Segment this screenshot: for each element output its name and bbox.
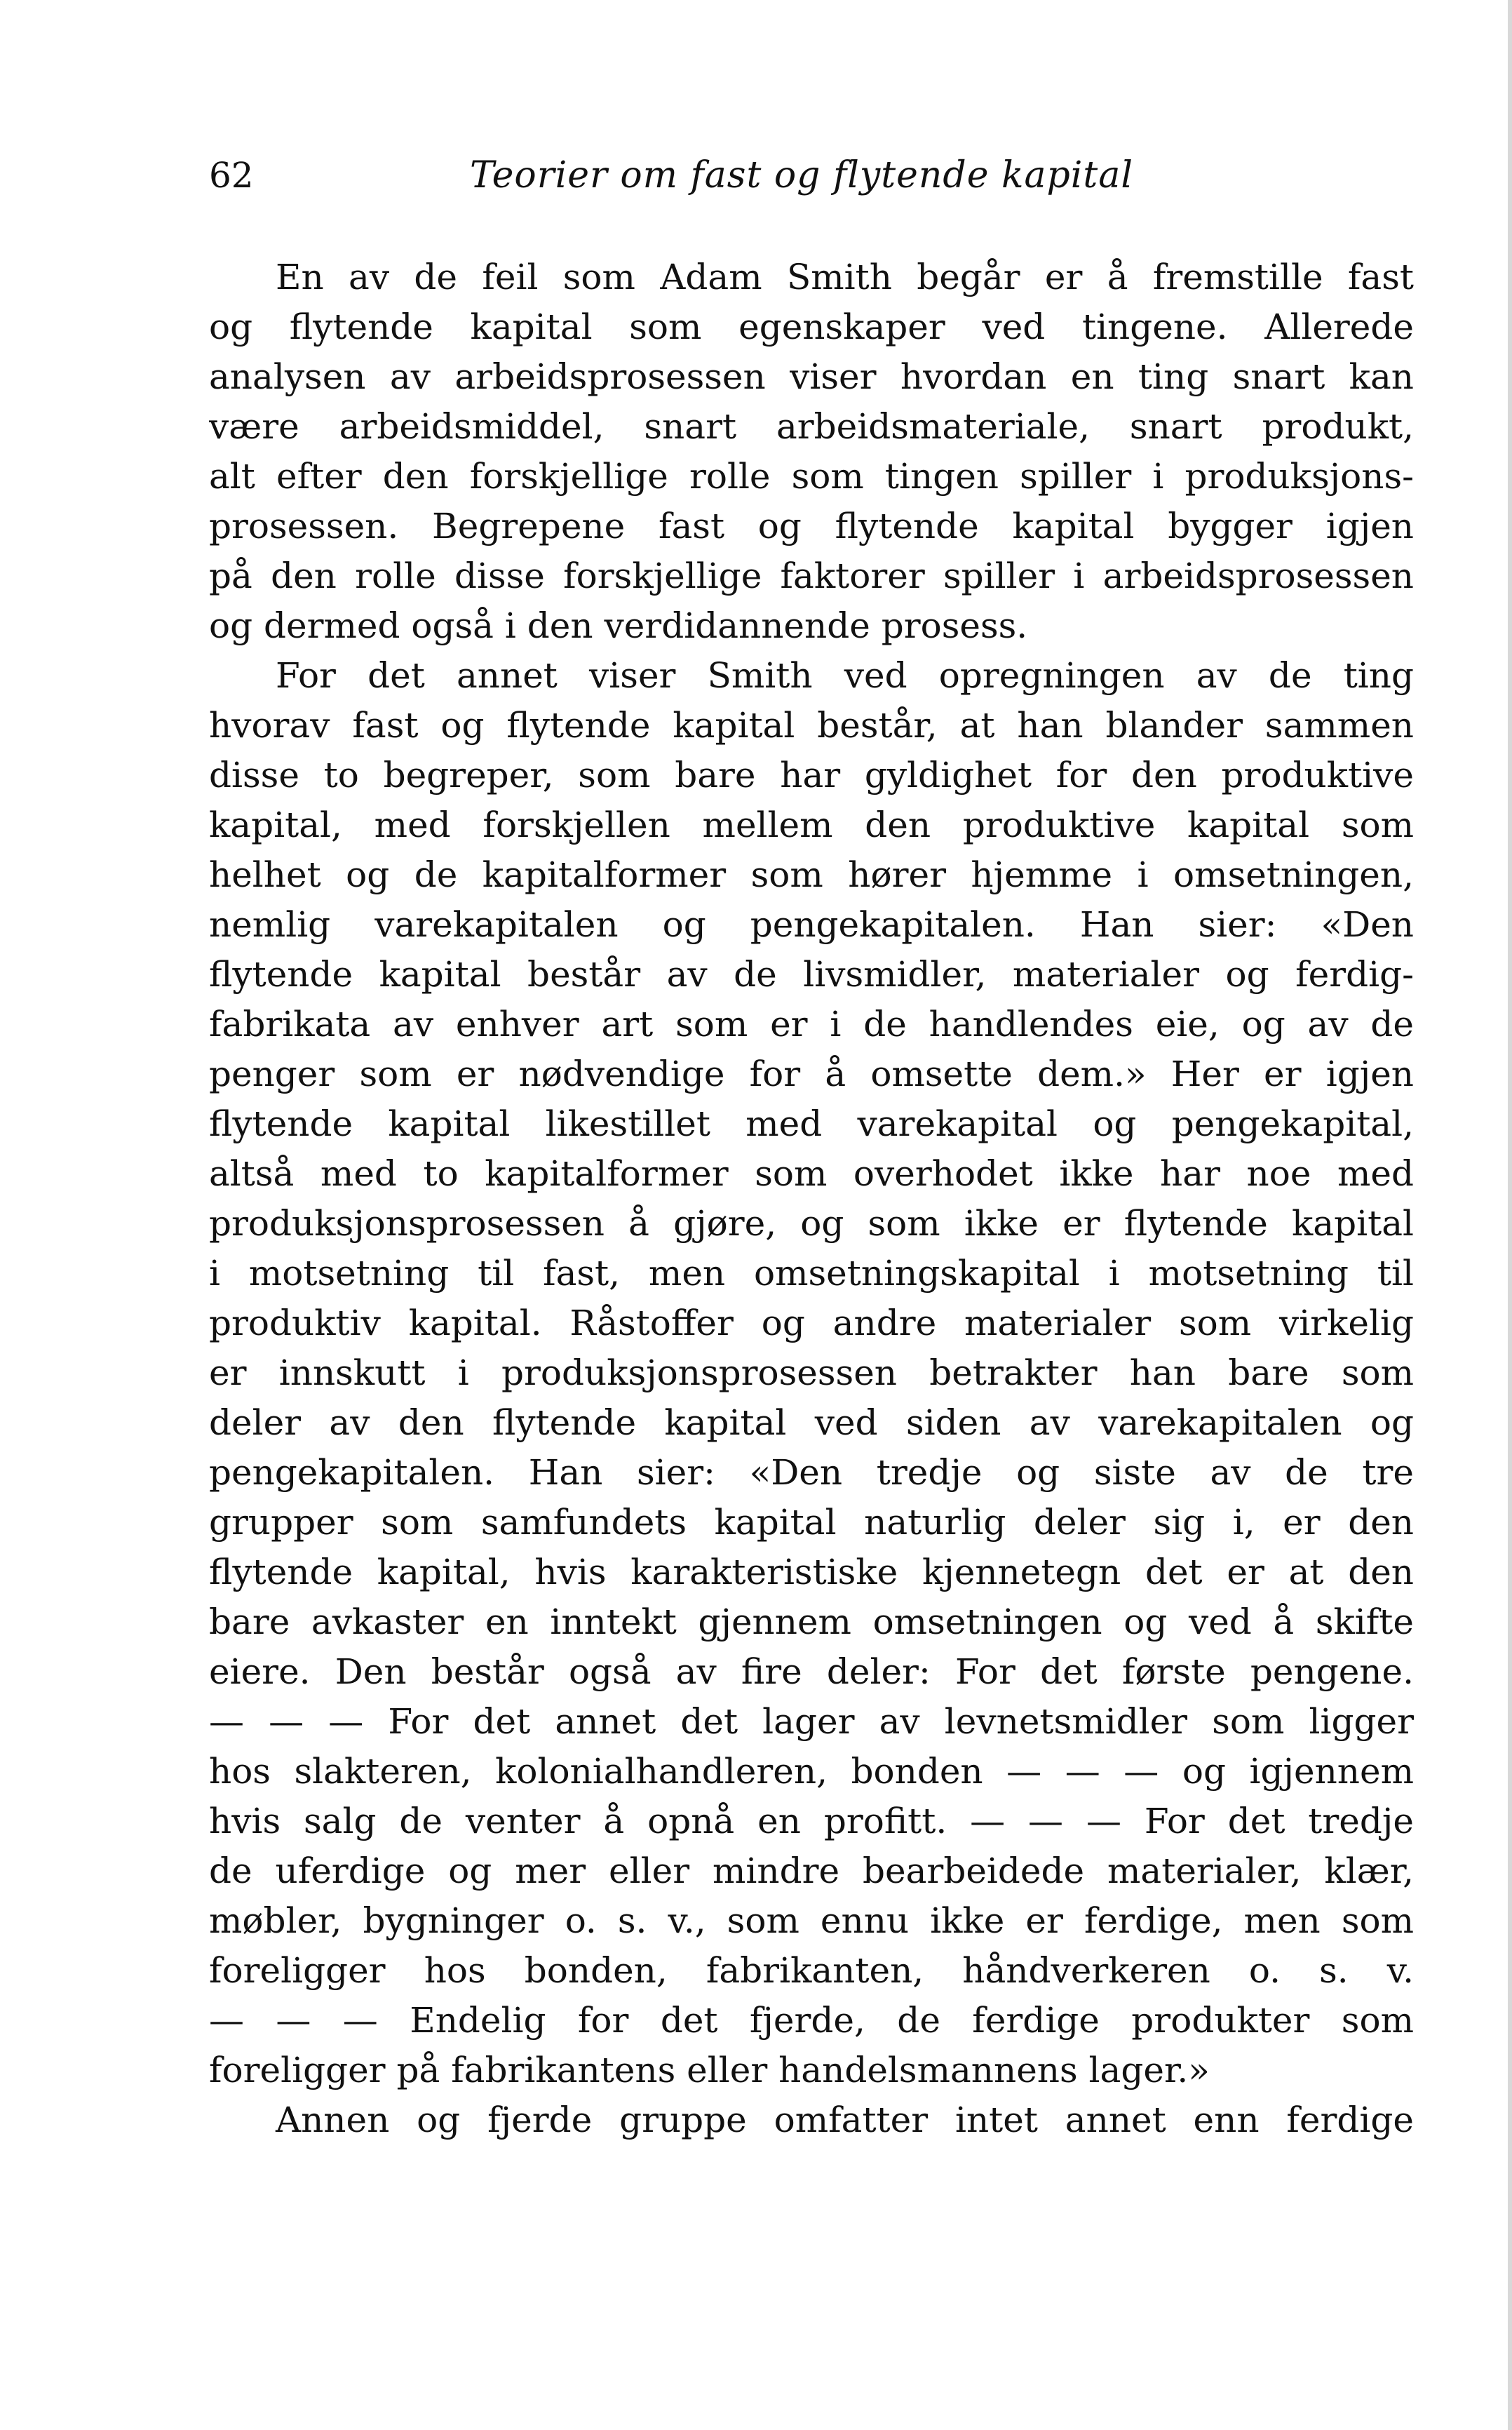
running-head: Teorier om fast og flytende kapital	[470, 154, 1133, 196]
text-line: produktiv kapital. Råstoffer og andre materialer som virkelig	[209, 1303, 1414, 1343]
text-line: nemlig varekapitalen og pengekapitalen. Han sier: «Den	[209, 904, 1414, 945]
text-line: i motsetning til fast, men omsetningskapital i motsetning til	[209, 1253, 1414, 1294]
text-line: — — — For det annet det lager av levnetsmidler som ligger	[209, 1701, 1414, 1742]
text-line: For det annet viser Smith ved opregningen av de ting	[276, 655, 1414, 696]
text-line: alt efter den forskjellige rolle som tingen spiller i produksjons-	[209, 456, 1414, 497]
text-line: foreligger på fabrikantens eller handelsmannens lager.»	[209, 2050, 1210, 2090]
text-line: penger som er nødvendige for å omsette dem.» Her er igjen	[209, 1054, 1414, 1094]
text-line: eiere. Den består også av fire deler: For det første pengene.	[209, 1651, 1414, 1692]
text-line: fabrikata av enhver art som er i de handlendes eie, og av de	[209, 1004, 1414, 1045]
page-edge	[1508, 0, 1512, 2430]
text-line: er innskutt i produksjonsprosessen betrakter han bare som	[209, 1352, 1414, 1393]
text-line: disse to begreper, som bare har gyldighet for den produktive	[209, 755, 1414, 796]
text-line: på den rolle disse forskjellige faktorer spiller i arbeidsprosessen	[209, 556, 1414, 596]
text-line: hvis salg de venter å opnå en profitt. — — — For det tredje	[209, 1801, 1414, 1841]
text-line: bare avkaster en inntekt gjennem omsetningen og ved å skifte	[209, 1602, 1414, 1642]
text-line: prosessen. Begrepene fast og flytende kapital bygger igjen	[209, 506, 1414, 546]
text-line: og dermed også i den verdidannende prosess.	[209, 605, 1028, 646]
text-line: møbler, bygninger o. s. v., som ennu ikke er ferdige, men som	[209, 1900, 1414, 1941]
text-line: kapital, med forskjellen mellem den produktive kapital som	[209, 805, 1414, 845]
text-line: — — — Endelig for det fjerde, de ferdige produkter som	[209, 2000, 1414, 2041]
text-line: flytende kapital består av de livsmidler, materialer og ferdig-	[209, 954, 1414, 995]
text-line: altså med to kapitalformer som overhodet ikke har noe med	[209, 1153, 1414, 1194]
text-line: hos slakteren, kolonialhandleren, bonden — — — og igjennem	[209, 1751, 1414, 1792]
text-line: helhet og de kapitalformer som hører hjemme i omsetningen,	[209, 854, 1414, 895]
text-line: være arbeidsmiddel, snart arbeidsmateriale, snart produkt,	[209, 406, 1414, 447]
text-line: de uferdige og mer eller mindre bearbeidede materialer, klær,	[209, 1851, 1414, 1891]
text-line: pengekapitalen. Han sier: «Den tredje og siste av de tre	[209, 1452, 1414, 1493]
text-line: Annen og fjerde gruppe omfatter intet annet enn ferdige	[276, 2100, 1414, 2140]
body-text	[209, 253, 1414, 2145]
text-line: flytende kapital, hvis karakteristiske kjennetegn det er at den	[209, 1552, 1414, 1592]
text-line: deler av den flytende kapital ved siden av varekapitalen og	[209, 1402, 1414, 1443]
text-line: produksjonsprosessen å gjøre, og som ikke er flytende kapital	[209, 1203, 1414, 1244]
text-line: hvorav fast og flytende kapital består, at han blander sammen	[209, 705, 1414, 746]
text-line: analysen av arbeidsprosessen viser hvordan en ting snart kan	[209, 356, 1414, 397]
text-line: og flytende kapital som egenskaper ved tingene. Allerede	[209, 307, 1414, 347]
text-line: foreligger hos bonden, fabrikanten, håndverkeren o. s. v.	[209, 1950, 1414, 1991]
text-line: En av de feil som Adam Smith begår er å fremstille fast	[276, 257, 1414, 297]
text-line: flytende kapital likestillet med varekapital og pengekapital,	[209, 1103, 1414, 1144]
page-number: 62	[209, 155, 254, 196]
text-line: grupper som samfundets kapital naturlig deler sig i, er den	[209, 1502, 1414, 1543]
